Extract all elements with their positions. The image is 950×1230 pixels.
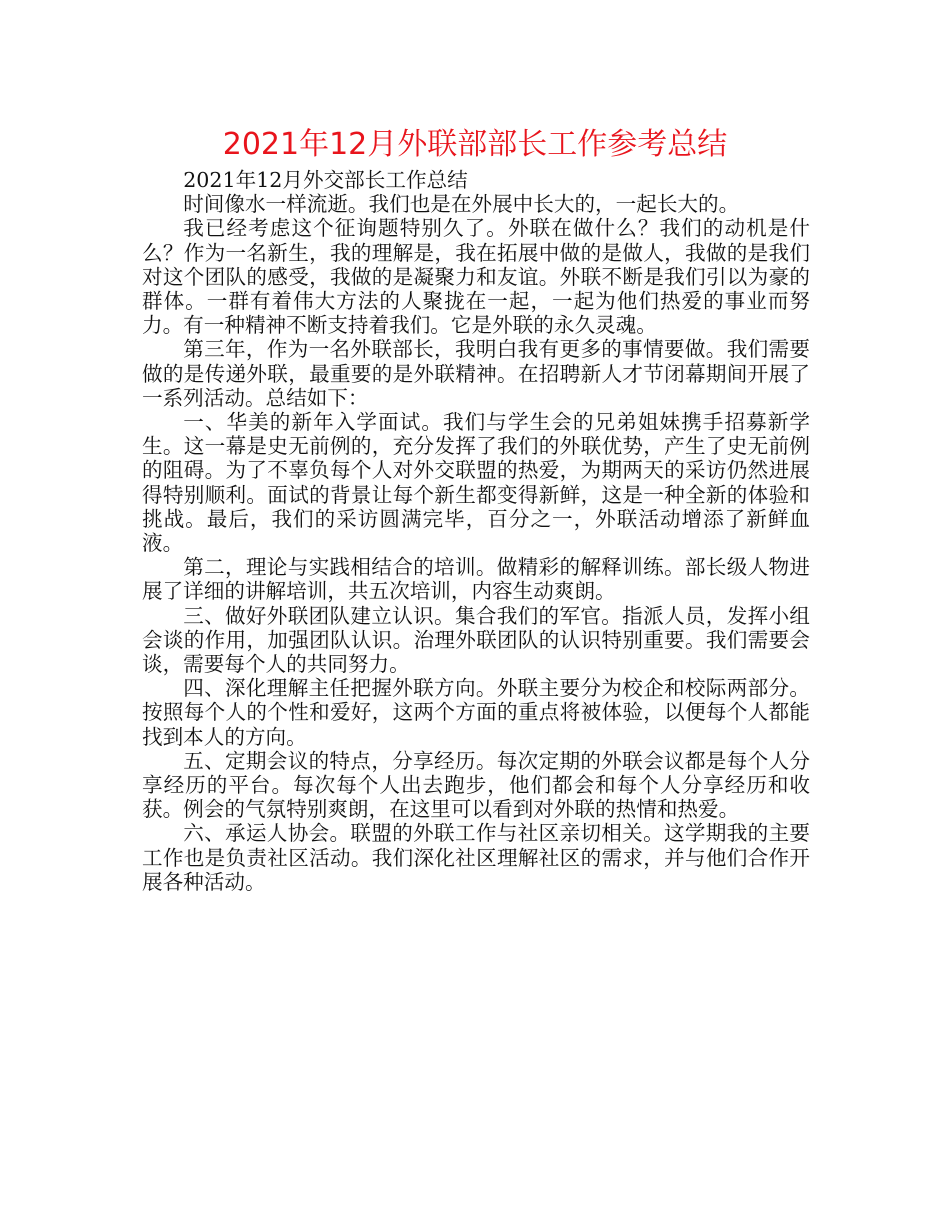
- paragraph-motivation: 我已经考虑这个征询题特别久了。外联在做什么？我们的动机是什么？作为一名新生，我的理解是，我在拓展中做的是做人，我做的是我们对这个团队的感受，我做的是凝聚力和友谊。外联不断是我们引以为豪的群体。一群有着伟大方法的人聚拢在一起，一起为他们热爱的事业而努力。有一种精神不断支持着我们。它是外联的永久灵魂。: [142, 216, 810, 338]
- paragraph-item-6: 六、承运人协会。联盟的外联工作与社区亲切相关。这学期我的主要工作也是负责社区活动。我们深化社区理解社区的需求，并与他们合作开展各种活动。: [142, 821, 810, 894]
- paragraph-item-4: 四、深化理解主任把握外联方向。外联主要分为校企和校际两部分。按照每个人的个性和爱好，这两个方面的重点将被体验，以便每个人都能找到本人的方向。: [142, 676, 810, 749]
- paragraph-third-year: 第三年，作为一名外联部长，我明白我有更多的事情要做。我们需要做的是传递外联，最重要的是外联精神。在招聘新人才节闭幕期间开展了一系列活动。总结如下：: [142, 337, 810, 410]
- paragraph-item-1: 一、华美的新年入学面试。我们与学生会的兄弟姐妹携手招募新学生。这一幕是史无前例的，充分发挥了我们的外联优势，产生了史无前例的阻碍。为了不辜负每个人对外交联盟的热爱，为期两天的采访仍然进展得特别顺利。面试的背景让每个新生都变得新鲜，这是一种全新的体验和挑战。最后，我们的采访圆满完毕，百分之一，外联活动增添了新鲜血液。: [142, 410, 810, 556]
- paragraph-item-5: 五、定期会议的特点，分享经历。每次定期的外联会议都是每个人分享经历的平台。每次每个人出去跑步，他们都会和每个人分享经历和收获。例会的气氛特别爽朗，在这里可以看到对外联的热情和热爱。: [142, 748, 810, 822]
- paragraph-item-2: 第二，理论与实践相结合的培训。做精彩的解释训练。部长级人物进展了详细的讲解培训，共五次培训，内容生动爽朗。: [142, 555, 810, 604]
- document-body: [142, 168, 810, 894]
- paragraph-intro: 时间像水一样流逝。我们也是在外展中长大的，一起长大的。: [183, 192, 740, 217]
- paragraph-item-3: 三、做好外联团队建立认识。集合我们的军官。指派人员，发挥小组会谈的作用，加强团队认识。治理外联团队的认识特别重要。我们需要会谈，需要每个人的共同努力。: [142, 603, 810, 677]
- document-title: 2021年12月外联部部长工作参考总结: [222, 127, 728, 162]
- paragraph-subtitle: 2021年12月外交部长工作总结: [183, 168, 468, 192]
